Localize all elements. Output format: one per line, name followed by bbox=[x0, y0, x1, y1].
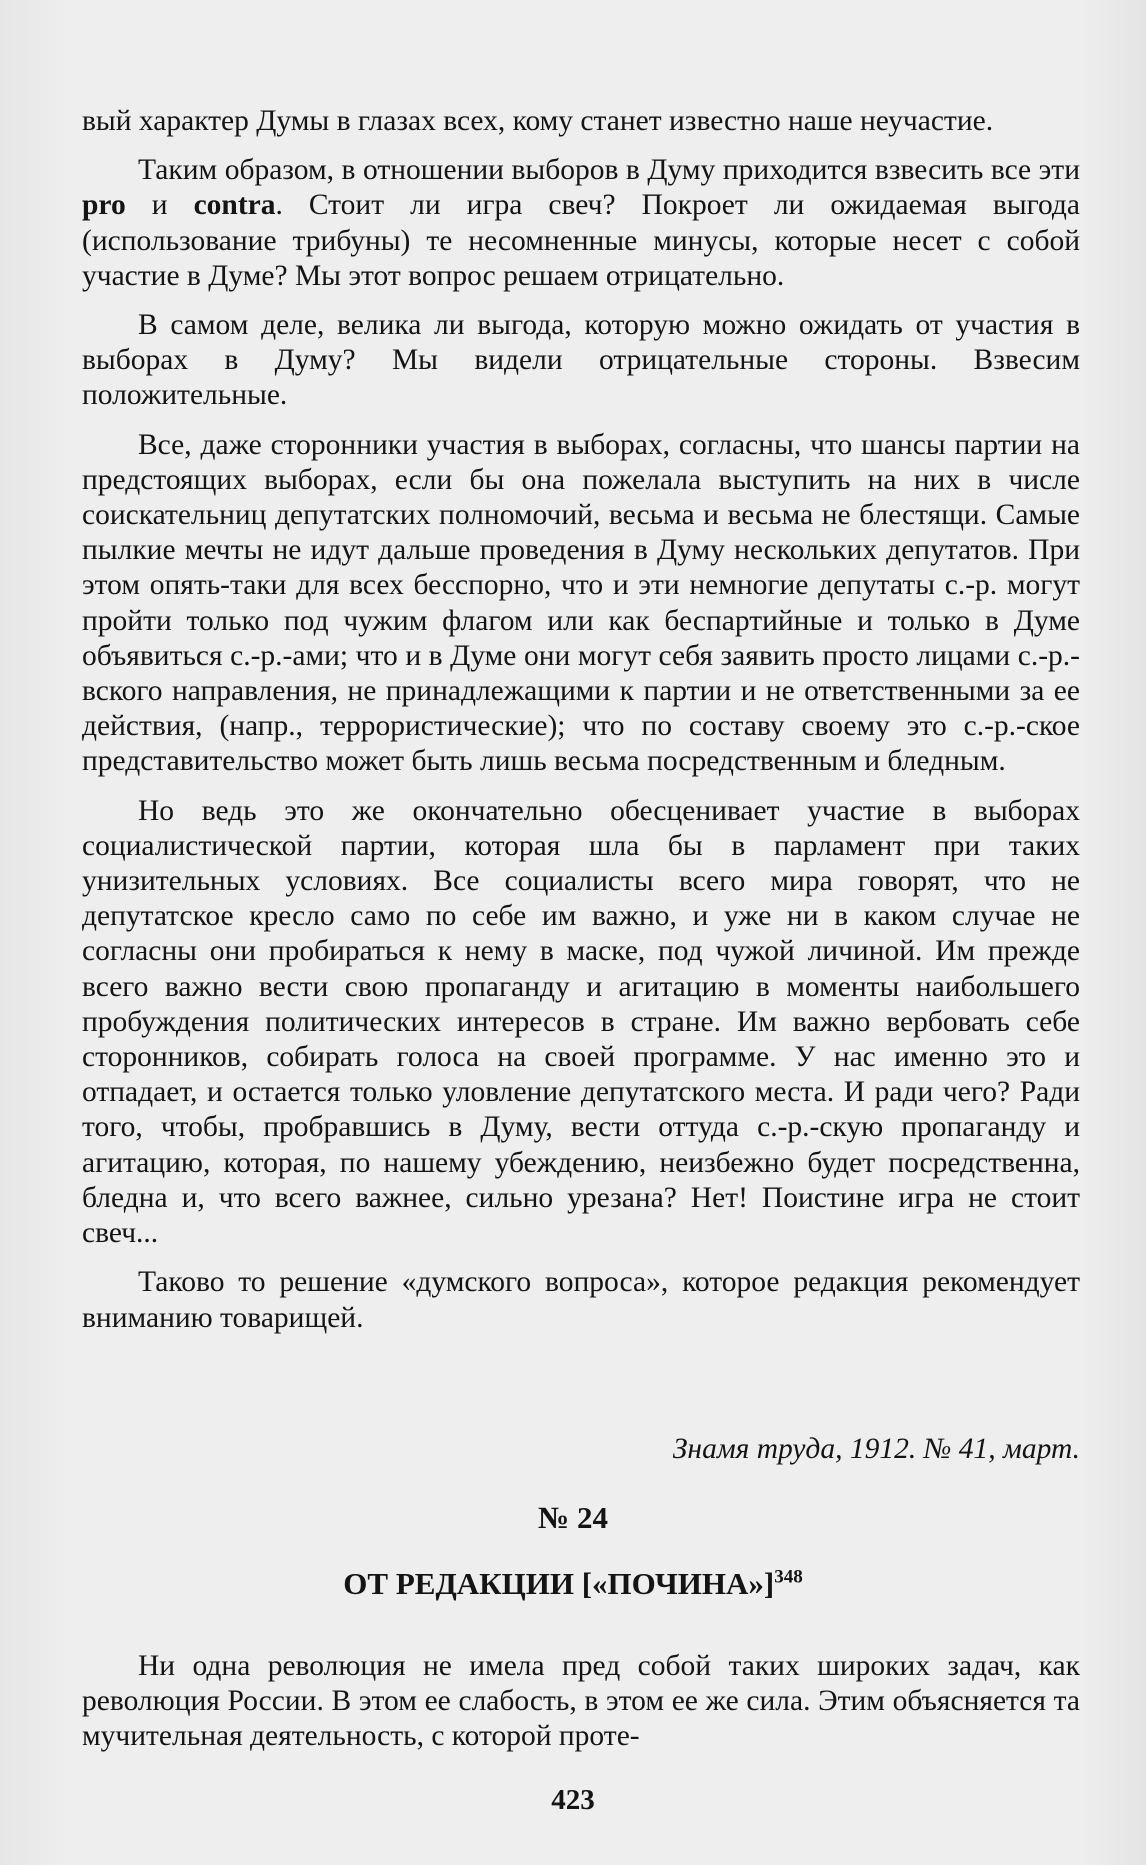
paragraph-pro-contra-suffix: . Стоит ли игра свеч? Покроет ли ожидаемая выгода (использование трибуны) те несомненные минусы, которые несет с собой участие в Думе? Мы этот вопрос решаем отрицательно. bbox=[82, 189, 1080, 292]
paragraph-opening: Ни одна революция не имела пред собой таких широких задач, как революция России. В этом ее слабость, в этом ее же сила. Этим объясняется та мучительная деятельность, с которой проте- bbox=[82, 1650, 1080, 1753]
term-pro: pro bbox=[82, 189, 126, 222]
paragraph-chances: Все, даже сторонники участия в выборах, согласны, что шансы партии на предстоящих выборах, если бы она пожелала выступить на них в числе соискательниц депутатских полномочий, весьма и весьма не блестящи. Самые пылкие мечты не идут дальше проведения в Думу нескольких депутатов. При этом опять-таки для всех бесспорно, что и эти немногие депутаты с.-р. могут пройти только под чужим флагом или как беспартийные и только в Думе объявиться с.-р.-ами; что и в Думе они могут себя заявить просто лицами с.-р.-вского направления, не принадлежащими к партии и не ответственными за ее действия, (напр., террористические); что по составу своему это с.-р.-ское представительство может быть лишь весьма посредственным и бледным. bbox=[82, 428, 1080, 778]
document-number: № 24 bbox=[538, 1500, 608, 1535]
main-text bbox=[82, 104, 1080, 1350]
page-number: 423 bbox=[551, 1784, 595, 1816]
document-title bbox=[0, 1565, 1146, 1603]
paragraph-continuation: вый характер Думы в глазах всех, кому станет известно наше неучастие. bbox=[82, 105, 994, 137]
term-contra: contra bbox=[193, 189, 276, 222]
document-title-text: ОТ РЕДАКЦИИ [«ПОЧИНА»] bbox=[343, 1566, 775, 1601]
paragraph-benefit: В самом деле, велика ли выгода, которую можно ожидать от участия в выборах в Думу? Мы видели отрицательные стороны. Взвесим положительные. bbox=[82, 309, 1080, 412]
paragraph-pro-contra-and: и bbox=[125, 189, 194, 222]
paragraph-conclusion: Таково то решение «думского вопроса», которое редакция рекомендует вниманию товарищей. bbox=[82, 1266, 1080, 1334]
footnote-reference: 348 bbox=[774, 1566, 803, 1588]
paragraph-pro-contra-prefix: Таким образом, в отношении выборов в Думу приходится взвесить все эти bbox=[138, 154, 1080, 187]
source-citation: Знамя труда, 1912. № 41, март. bbox=[672, 1433, 1080, 1465]
paragraph-pro-contra bbox=[82, 153, 1080, 294]
document-body bbox=[82, 1649, 1080, 1755]
paragraph-socialists: Но ведь это же окончательно обесценивает участие в выборах социалистической партии, которая шла бы в парламент при таких унизительных условиях. Все социалисты всего мира говорят, что не депутатское кресло само по себе им важно, и уже ни в каком случае не согласны они пробираться к нему в маске, под чужой личиной. Им прежде всего важно вести свою пропаганду и агитацию в моменты наибольшего пробуждения политических интересов в стране. Им важно вербовать себе сторонников, собирать голоса на своей программе. У нас именно это и отпадает, и остается только уловление депутатского места. И ради чего? Ради того, чтобы, пробравшись в Думу, вести оттуда с.-р.-скую пропаганду и агитацию, которая, по нашему убеждению, неизбежно будет посредственна, бледна и, что всего важнее, сильно урезана? Нет! Поистине игра не стоит свеч... bbox=[82, 794, 1080, 1250]
